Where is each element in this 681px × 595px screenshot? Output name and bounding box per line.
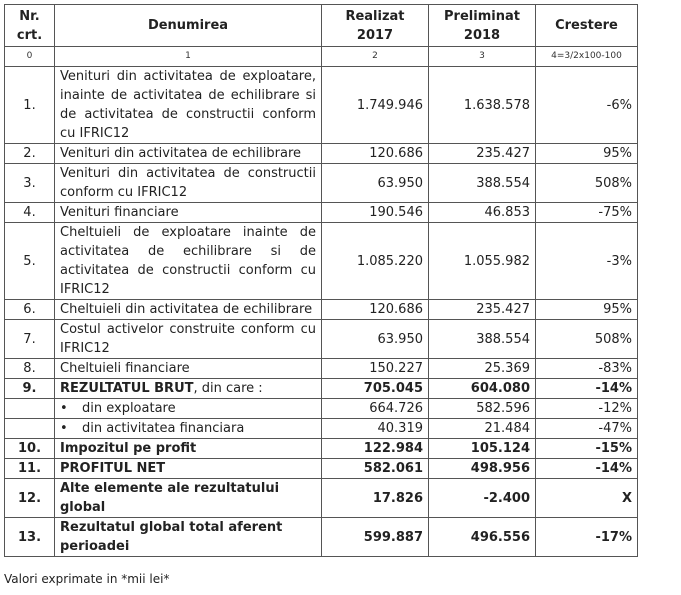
row-nr: 8. [5,359,55,379]
row-label: Alte elemente ale rezultatului global [55,479,322,518]
row-preliminat: 498.956 [429,459,536,479]
table-row-sub [5,399,638,419]
row-realizat: 17.826 [322,479,429,518]
row-realizat: 63.950 [322,320,429,359]
header-realizat: Realizat 2017 [322,5,429,47]
row-label: Costul activelor construite conform cu IFRIC12 [55,320,322,359]
table-row [5,459,638,479]
row-preliminat: 46.853 [429,203,536,223]
row-nr: 3. [5,164,55,203]
row-nr: 10. [5,439,55,459]
row-preliminat: -2.400 [429,479,536,518]
row-nr: 12. [5,479,55,518]
row-preliminat: 1.638.578 [429,67,536,144]
index-cell-2: 2 [322,47,429,67]
row-label: Venituri din activitatea de exploatare, inainte de activitatea de echilibrare si de activitatea de constructii conform cu IFRIC12 [55,67,322,144]
row-preliminat: 25.369 [429,359,536,379]
index-cell-3: 3 [429,47,536,67]
row-preliminat: 235.427 [429,144,536,164]
index-cell-1: 1 [55,47,322,67]
row-crestere: -83% [536,359,638,379]
row-crestere: -6% [536,67,638,144]
row-crestere: -12% [536,399,638,419]
row-label: • din activitatea financiara [55,419,322,439]
row-crestere: -75% [536,203,638,223]
row-realizat: 1.749.946 [322,67,429,144]
table-row [5,359,638,379]
row-preliminat: 1.055.982 [429,223,536,300]
row-realizat: 120.686 [322,144,429,164]
row-crestere: 508% [536,164,638,203]
row-label: Rezultatul global total aferent perioadei [55,518,322,557]
row-nr: 2. [5,144,55,164]
row-label-rest: , din care : [193,381,263,396]
row-label: Impozitul pe profit [55,439,322,459]
row-crestere: -14% [536,379,638,399]
row-label: Cheltuieli de exploatare inainte de activitatea de echilibrare si de activitatea de constructii conform cu IFRIC12 [55,223,322,300]
table-row [5,164,638,203]
index-cell-0: 0 [5,47,55,67]
row-preliminat: 21.484 [429,419,536,439]
row-preliminat: 105.124 [429,439,536,459]
row-preliminat: 582.596 [429,399,536,419]
row-crestere: -14% [536,459,638,479]
row-label-bold: REZULTATUL BRUT [60,381,194,396]
row-crestere: 95% [536,144,638,164]
row-realizat: 150.227 [322,359,429,379]
row-realizat: 705.045 [322,379,429,399]
row-realizat: 1.085.220 [322,223,429,300]
table-row [5,223,638,300]
row-crestere: 95% [536,300,638,320]
row-crestere: -47% [536,419,638,439]
row-label: Cheltuieli financiare [55,359,322,379]
header-crestere: Crestere [536,5,638,47]
row-nr [5,419,55,439]
row-nr: 4. [5,203,55,223]
bullet-icon [60,421,82,436]
table-row [5,203,638,223]
row-nr: 6. [5,300,55,320]
row-realizat: 122.984 [322,439,429,459]
row-preliminat: 388.554 [429,320,536,359]
footnote: Valori exprimate in *mii lei* [4,572,170,586]
row-crestere: -3% [536,223,638,300]
table-row-sub [5,419,638,439]
table-row [5,518,638,557]
row-label: Venituri din activitatea de constructii conform cu IFRIC12 [55,164,322,203]
financial-table [4,4,638,557]
row-preliminat: 388.554 [429,164,536,203]
row-label: Cheltuieli din activitatea de echilibrare [55,300,322,320]
header-row [5,5,638,47]
table-row [5,439,638,459]
bullet-icon [60,401,82,416]
row-crestere: 508% [536,320,638,359]
row-nr: 7. [5,320,55,359]
row-label: PROFITUL NET [55,459,322,479]
table-row [5,300,638,320]
row-label [55,379,322,399]
index-cell-4: 4=3/2x100-100 [536,47,638,67]
row-label: • din exploatare [55,399,322,419]
row-nr: 11. [5,459,55,479]
row-realizat: 40.319 [322,419,429,439]
table-row [5,67,638,144]
row-preliminat: 604.080 [429,379,536,399]
table-row [5,479,638,518]
table-row [5,320,638,359]
row-nr [5,399,55,419]
row-realizat: 190.546 [322,203,429,223]
row-crestere: X [536,479,638,518]
row-preliminat: 496.556 [429,518,536,557]
row-crestere: -17% [536,518,638,557]
row-nr: 1. [5,67,55,144]
header-nr: Nr. crt. [5,5,55,47]
row-realizat: 63.950 [322,164,429,203]
header-denumirea: Denumirea [55,5,322,47]
row-preliminat: 235.427 [429,300,536,320]
row-realizat: 582.061 [322,459,429,479]
row-nr: 13. [5,518,55,557]
row-label: Venituri financiare [55,203,322,223]
row-realizat: 599.887 [322,518,429,557]
table-row [5,144,638,164]
header-preliminat: Preliminat 2018 [429,5,536,47]
column-index-row [5,47,638,67]
row-label: Venituri din activitatea de echilibrare [55,144,322,164]
row-realizat: 664.726 [322,399,429,419]
row-nr: 5. [5,223,55,300]
table-row-rezultat-brut [5,379,638,399]
row-realizat: 120.686 [322,300,429,320]
row-nr: 9. [5,379,55,399]
row-crestere: -15% [536,439,638,459]
